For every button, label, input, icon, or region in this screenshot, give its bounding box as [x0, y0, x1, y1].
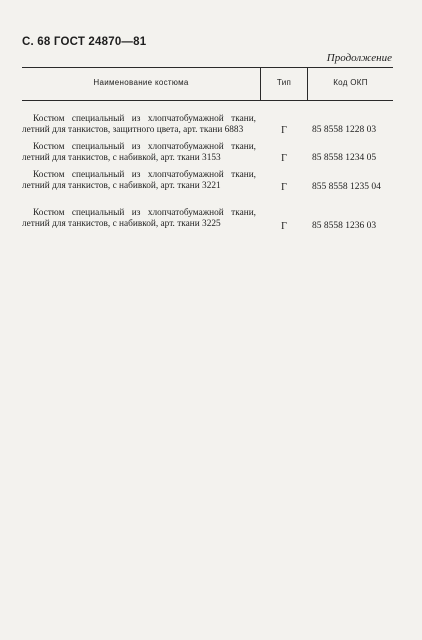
row-name: Костюм специальный из хлопчатобумажной ткани, летний для танкистов, защитного цвета, арт. ткани 6883 [22, 114, 256, 135]
table-header-rule [22, 100, 393, 101]
row-name: Костюм специальный из хлопчатобумажной ткани, летний для танкистов, с набивкой, арт. ткани 3153 [22, 142, 256, 163]
row-type: Г [281, 182, 287, 193]
continuation-label: Продолжение [326, 52, 392, 64]
row-code: 85 8558 1234 05 [312, 153, 377, 163]
column-header-code: Код ОКП [333, 78, 368, 87]
row-code: 85 8558 1228 03 [312, 125, 377, 135]
table-top-rule [22, 67, 393, 68]
row-type: Г [281, 153, 287, 164]
row-type: Г [281, 125, 287, 136]
row-code: 855 8558 1235 04 [312, 182, 381, 192]
row-name: Костюм специальный из хлопчатобумажной ткани, летний для танкистов, с набивкой, арт. ткани 3221 [22, 170, 256, 191]
column-header-type: Тип [276, 78, 292, 87]
row-code: 85 8558 1236 03 [312, 221, 377, 231]
page-header: С. 68 ГОСТ 24870—81 [22, 36, 147, 48]
column-header-name: Наименование костюма [93, 78, 189, 87]
row-name: Костюм специальный из хлопчатобумажной ткани, летний для танкистов, с набивкой, арт. ткани 3225 [22, 208, 256, 229]
row-type: Г [281, 221, 287, 232]
